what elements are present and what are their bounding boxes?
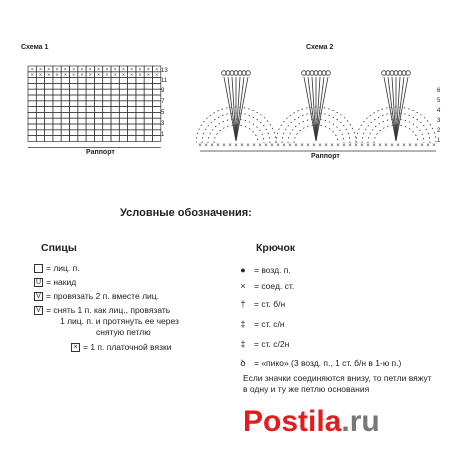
grid-cell — [61, 124, 69, 130]
grid-cell — [70, 118, 78, 124]
foundation-stitch: × — [216, 143, 220, 149]
foundation-stitch: × — [240, 143, 244, 149]
grid-cell — [61, 118, 69, 124]
row-number: 1 — [161, 132, 165, 138]
grid-cell — [53, 124, 61, 130]
grid-cell — [86, 118, 94, 124]
grid-cell — [53, 95, 61, 101]
grid-cell — [45, 118, 53, 124]
grid-cell — [111, 124, 119, 130]
grid-cell — [103, 83, 111, 89]
grid-cell — [70, 130, 78, 136]
grid-cell — [86, 101, 94, 107]
legend-item: † = ст. б/н — [238, 299, 453, 310]
garter-cell-mark: × — [130, 66, 134, 73]
grid-cell — [111, 118, 119, 124]
grid-cell — [78, 95, 86, 101]
grid-cell — [136, 112, 144, 118]
grid-cell — [128, 124, 136, 130]
foundation-stitch: × — [270, 143, 274, 149]
grid-cell — [28, 118, 36, 124]
grid-cell — [53, 118, 61, 124]
garter-cell-mark: × — [88, 66, 92, 73]
grid-cell — [36, 118, 44, 124]
garter-cell-mark: × — [47, 72, 51, 79]
hook-legend — [238, 265, 453, 395]
grid-cell — [45, 95, 53, 101]
grid-cell — [136, 130, 144, 136]
foundation-stitch: × — [354, 143, 358, 149]
grid-cell — [36, 89, 44, 95]
grid-cell — [45, 107, 53, 113]
grid-cell — [36, 95, 44, 101]
grid-cell — [53, 130, 61, 136]
grid-cell — [144, 107, 152, 113]
row-number: 2 — [437, 128, 441, 134]
grid-cell — [119, 89, 127, 95]
grid-cell — [144, 130, 152, 136]
grid-cell — [70, 89, 78, 95]
grid-cell — [144, 118, 152, 124]
grid-cell — [119, 107, 127, 113]
grid-cell — [86, 89, 94, 95]
grid-cell — [70, 83, 78, 89]
grid-cell — [119, 95, 127, 101]
skpo-icon: V — [34, 306, 43, 315]
grid-cell — [36, 124, 44, 130]
garter-cell-mark: × — [63, 72, 67, 79]
grid-cell — [86, 112, 94, 118]
grid-cell — [28, 136, 36, 142]
grid-cell — [136, 89, 144, 95]
grid-cell — [61, 89, 69, 95]
grid-cell — [103, 130, 111, 136]
grid-cell — [61, 136, 69, 142]
grid-cell — [136, 83, 144, 89]
legend-item: = лиц. п. — [34, 263, 234, 274]
fan-stitch — [396, 77, 404, 141]
grid-cell — [94, 95, 102, 101]
grid-cell — [36, 83, 44, 89]
foundation-stitch: × — [204, 143, 208, 149]
grid-cell — [86, 107, 94, 113]
grid-cell — [28, 112, 36, 118]
grid-cell — [86, 95, 94, 101]
grid-cell — [153, 112, 161, 118]
foundation-stitch: × — [210, 143, 214, 149]
slip-stitch-icon: × — [240, 281, 246, 291]
grid-cell — [28, 89, 36, 95]
grid-cell — [28, 83, 36, 89]
needles-legend — [34, 263, 234, 353]
grid-cell — [136, 101, 144, 107]
foundation-stitch: × — [432, 143, 436, 149]
foundation-stitch: × — [378, 143, 382, 149]
garter-cell-mark: × — [88, 72, 92, 79]
grid-cell — [111, 112, 119, 118]
scheme2-chart — [196, 55, 441, 155]
scheme1-title: Схема 1 — [21, 44, 49, 51]
grid-cell — [153, 136, 161, 142]
garter-cell-mark: × — [47, 66, 51, 73]
foundation-stitch: × — [306, 143, 310, 149]
row-number: 5 — [161, 110, 165, 116]
garter-cell-mark: × — [38, 72, 42, 79]
grid-cell — [61, 107, 69, 113]
grid-cell — [78, 107, 86, 113]
grid-cell — [103, 124, 111, 130]
garter-cell-mark: × — [63, 66, 67, 73]
grid-cell — [94, 89, 102, 95]
foundation-stitch: × — [366, 143, 370, 149]
grid-cell — [78, 112, 86, 118]
grid-cell — [94, 101, 102, 107]
legend-item-line: снятую петлю — [96, 327, 151, 337]
row-number: 1 — [437, 138, 441, 144]
garter-cell-mark: × — [97, 72, 101, 79]
grid-cell — [153, 89, 161, 95]
grid-cell — [28, 101, 36, 107]
row-number: 11 — [161, 78, 168, 84]
grid-cell — [70, 95, 78, 101]
grid-cell — [28, 130, 36, 136]
foundation-stitch: × — [246, 143, 250, 149]
grid-cell — [94, 130, 102, 136]
grid-cell — [128, 136, 136, 142]
grid-cell — [61, 130, 69, 136]
grid-cell — [70, 112, 78, 118]
garter-cell-mark: × — [121, 72, 125, 79]
grid-cell — [153, 130, 161, 136]
garter-cell-mark: × — [138, 72, 142, 79]
grid-cell — [94, 118, 102, 124]
row-number: 6 — [437, 88, 441, 94]
grid-cell — [103, 136, 111, 142]
row-number: 3 — [437, 118, 441, 124]
foundation-stitch: × — [360, 143, 364, 149]
knit-stitch-icon — [34, 264, 43, 273]
chain-stitch-icon: ● — [240, 265, 246, 275]
grid-cell — [144, 95, 152, 101]
foundation-stitch: × — [258, 143, 262, 149]
grid-cell — [28, 124, 36, 130]
grid-cell — [53, 83, 61, 89]
foundation-stitch: × — [252, 143, 256, 149]
foundation-stitch: × — [330, 143, 334, 149]
row-number: 5 — [437, 98, 441, 104]
grid-cell — [61, 101, 69, 107]
hook-heading: Крючок — [256, 242, 296, 254]
grid-cell — [119, 101, 127, 107]
grid-cell — [45, 112, 53, 118]
grid-cell — [103, 89, 111, 95]
foundation-stitch: × — [402, 143, 406, 149]
grid-cell — [128, 112, 136, 118]
single-crochet-icon: † — [240, 299, 246, 309]
scheme2-rapport-label: Раппорт — [311, 153, 340, 160]
grid-cell — [45, 83, 53, 89]
legend-title: Условные обозначения: — [120, 207, 252, 219]
foundation-stitch: × — [426, 143, 430, 149]
garter-cell-mark: × — [80, 66, 84, 73]
grid-cell — [94, 124, 102, 130]
grid-cell — [103, 101, 111, 107]
grid-cell — [70, 136, 78, 142]
legend-item-line: 1 лиц. п. и протянуть ее через — [60, 316, 179, 326]
grid-cell — [103, 118, 111, 124]
scheme1-rapport-label: Раппорт — [86, 149, 115, 156]
fan-stitch — [316, 77, 324, 141]
grid-cell — [128, 101, 136, 107]
foundation-stitch: × — [300, 143, 304, 149]
grid-cell — [119, 83, 127, 89]
grid-cell — [78, 130, 86, 136]
grid-cell — [128, 130, 136, 136]
garter-cell-mark: × — [105, 72, 109, 79]
row-number: 4 — [437, 108, 441, 114]
row-number: 9 — [161, 88, 165, 94]
grid-cell — [144, 124, 152, 130]
foundation-stitch: × — [396, 143, 400, 149]
grid-cell — [86, 83, 94, 89]
double-crochet-icon: ‡ — [240, 339, 246, 349]
garter-cell-mark: × — [72, 66, 76, 73]
hook-note-line: в одну и ту же петлю основания — [243, 384, 370, 394]
garter-cell-mark: × — [80, 72, 84, 79]
grid-cell — [28, 107, 36, 113]
hook-note-line: Если значки соединяются внизу, то петли вяжут — [243, 373, 432, 383]
grid-cell — [78, 101, 86, 107]
foundation-stitch: × — [294, 143, 298, 149]
legend-item: U = накид — [35, 277, 77, 287]
fan-stitch — [308, 77, 316, 141]
legend-item: ꝺ = «пико» (3 возд. п., 1 ст. б/н в 1-ю п.) — [238, 358, 453, 369]
garter-cell-mark: × — [155, 66, 159, 73]
grid-cell — [36, 107, 44, 113]
grid-cell — [53, 101, 61, 107]
grid-cell — [111, 136, 119, 142]
grid-cell — [53, 112, 61, 118]
grid-cell — [111, 95, 119, 101]
grid-cell — [136, 95, 144, 101]
grid-cell — [103, 107, 111, 113]
grid-cell — [36, 136, 44, 142]
grid-cell — [136, 107, 144, 113]
garter-cell-mark: × — [121, 66, 125, 73]
grid-cell — [70, 124, 78, 130]
grid-cell — [61, 95, 69, 101]
foundation-stitch: × — [288, 143, 292, 149]
grid-cell — [45, 130, 53, 136]
legend-item: × = 1 п. платочной вязки — [34, 342, 234, 353]
yarn-over-icon: U — [35, 279, 42, 287]
fan-stitch — [236, 77, 244, 141]
grid-cell — [86, 124, 94, 130]
grid-cell — [111, 130, 119, 136]
watermark-logo: Postila.ru — [243, 405, 380, 438]
foundation-stitch: × — [384, 143, 388, 149]
grid-cell — [111, 101, 119, 107]
grid-cell — [53, 107, 61, 113]
grid-cell — [45, 89, 53, 95]
row-number: 7 — [161, 99, 165, 105]
grid-cell — [78, 124, 86, 130]
garter-cell-mark: × — [97, 66, 101, 73]
grid-cell — [153, 101, 161, 107]
grid-cell — [78, 136, 86, 142]
grid-cell — [103, 95, 111, 101]
grid-cell — [36, 130, 44, 136]
grid-cell — [128, 95, 136, 101]
scheme1-row-numbers — [161, 68, 175, 142]
foundation-stitch: × — [222, 143, 226, 149]
grid-cell — [136, 124, 144, 130]
foundation-stitch: × — [276, 143, 280, 149]
grid-cell — [136, 136, 144, 142]
grid-cell — [136, 118, 144, 124]
grid-cell — [78, 83, 86, 89]
foundation-stitch: × — [318, 143, 322, 149]
grid-cell — [153, 95, 161, 101]
grid-cell — [111, 107, 119, 113]
grid-cell — [111, 89, 119, 95]
grid-cell — [70, 101, 78, 107]
grid-cell — [94, 136, 102, 142]
foundation-stitch: × — [348, 143, 352, 149]
grid-cell — [61, 83, 69, 89]
grid-cell — [103, 112, 111, 118]
grid-cell — [144, 101, 152, 107]
grid-cell — [128, 83, 136, 89]
foundation-stitch: × — [390, 143, 394, 149]
grid-cell — [36, 101, 44, 107]
garter-cell-mark: × — [155, 72, 159, 79]
grid-cell — [144, 89, 152, 95]
grid-cell — [94, 112, 102, 118]
grid-cell — [153, 118, 161, 124]
grid-cell — [45, 101, 53, 107]
legend-item: V = провязать 2 п. вместе лиц. — [34, 291, 234, 302]
foundation-stitch: × — [234, 143, 238, 149]
grid-cell — [53, 89, 61, 95]
grid-cell — [28, 95, 36, 101]
garter-cell-mark: × — [130, 72, 134, 79]
grid-cell — [144, 112, 152, 118]
foundation-stitch: × — [282, 143, 286, 149]
grid-cell — [94, 107, 102, 113]
grid-cell — [36, 112, 44, 118]
garter-cell-mark: × — [30, 66, 34, 73]
grid-cell — [94, 83, 102, 89]
foundation-stitch: × — [414, 143, 418, 149]
grid-cell — [153, 83, 161, 89]
grid-cell — [53, 136, 61, 142]
foundation-stitch: × — [408, 143, 412, 149]
grid-cell — [61, 112, 69, 118]
row-number: 13 — [161, 68, 168, 74]
row-number: 3 — [161, 121, 165, 127]
legend-item: ‡ = ст. с/2н — [238, 339, 453, 350]
grid-cell — [153, 124, 161, 130]
foundation-stitch: × — [372, 143, 376, 149]
needles-heading: Спицы — [41, 242, 77, 254]
garter-cell-mark: × — [113, 66, 117, 73]
grid-cell — [78, 118, 86, 124]
garter-cell-mark: × — [38, 66, 42, 73]
garter-cell-mark: × — [30, 72, 34, 79]
foundation-stitch: × — [312, 143, 316, 149]
foundation-stitch: × — [336, 143, 340, 149]
grid-cell — [128, 107, 136, 113]
grid-cell — [86, 130, 94, 136]
foundation-stitch: × — [342, 143, 346, 149]
scheme2-row-numbers — [437, 88, 447, 148]
garter-cell-mark: × — [113, 72, 117, 79]
grid-cell — [119, 130, 127, 136]
garter-cell-mark: × — [146, 66, 150, 73]
grid-cell — [119, 136, 127, 142]
grid-cell — [144, 136, 152, 142]
grid-cell — [144, 83, 152, 89]
grid-cell — [45, 124, 53, 130]
foundation-stitch: × — [264, 143, 268, 149]
half-double-crochet-icon: ‡ — [240, 319, 246, 329]
legend-item: ‡ = ст. с/н — [238, 319, 453, 330]
grid-cell — [70, 107, 78, 113]
legend-item: V = снять 1 п. как лиц., провязать — [34, 305, 234, 316]
foundation-stitch: × — [420, 143, 424, 149]
scheme2-title: Схема 2 — [306, 44, 334, 51]
foundation-stitch: × — [198, 143, 202, 149]
foundation-stitch: × — [228, 143, 232, 149]
grid-cell — [86, 136, 94, 142]
grid-cell — [128, 118, 136, 124]
garter-cell-mark: × — [138, 66, 142, 73]
grid-cell — [119, 124, 127, 130]
grid-cell — [153, 107, 161, 113]
foundation-stitch: × — [324, 143, 328, 149]
garter-cell-mark: × — [72, 72, 76, 79]
k2tog-icon: V — [34, 292, 43, 301]
garter-cell-mark: × — [105, 66, 109, 73]
garter-cell-mark: × — [55, 72, 59, 79]
garter-cell-mark: × — [146, 72, 150, 79]
picot-icon: ꝺ — [240, 358, 246, 368]
legend-item: ● = возд. п. — [238, 265, 453, 276]
grid-cell — [119, 118, 127, 124]
grid-cell — [128, 89, 136, 95]
garter-stitch-icon: × — [71, 343, 80, 352]
fan-stitch — [228, 77, 236, 141]
fan-stitch — [388, 77, 396, 141]
legend-item: × = соед. ст. — [238, 281, 453, 292]
grid-cell — [45, 136, 53, 142]
garter-cell-mark: × — [55, 66, 59, 73]
grid-cell — [111, 83, 119, 89]
grid-cell — [78, 89, 86, 95]
grid-cell — [119, 112, 127, 118]
